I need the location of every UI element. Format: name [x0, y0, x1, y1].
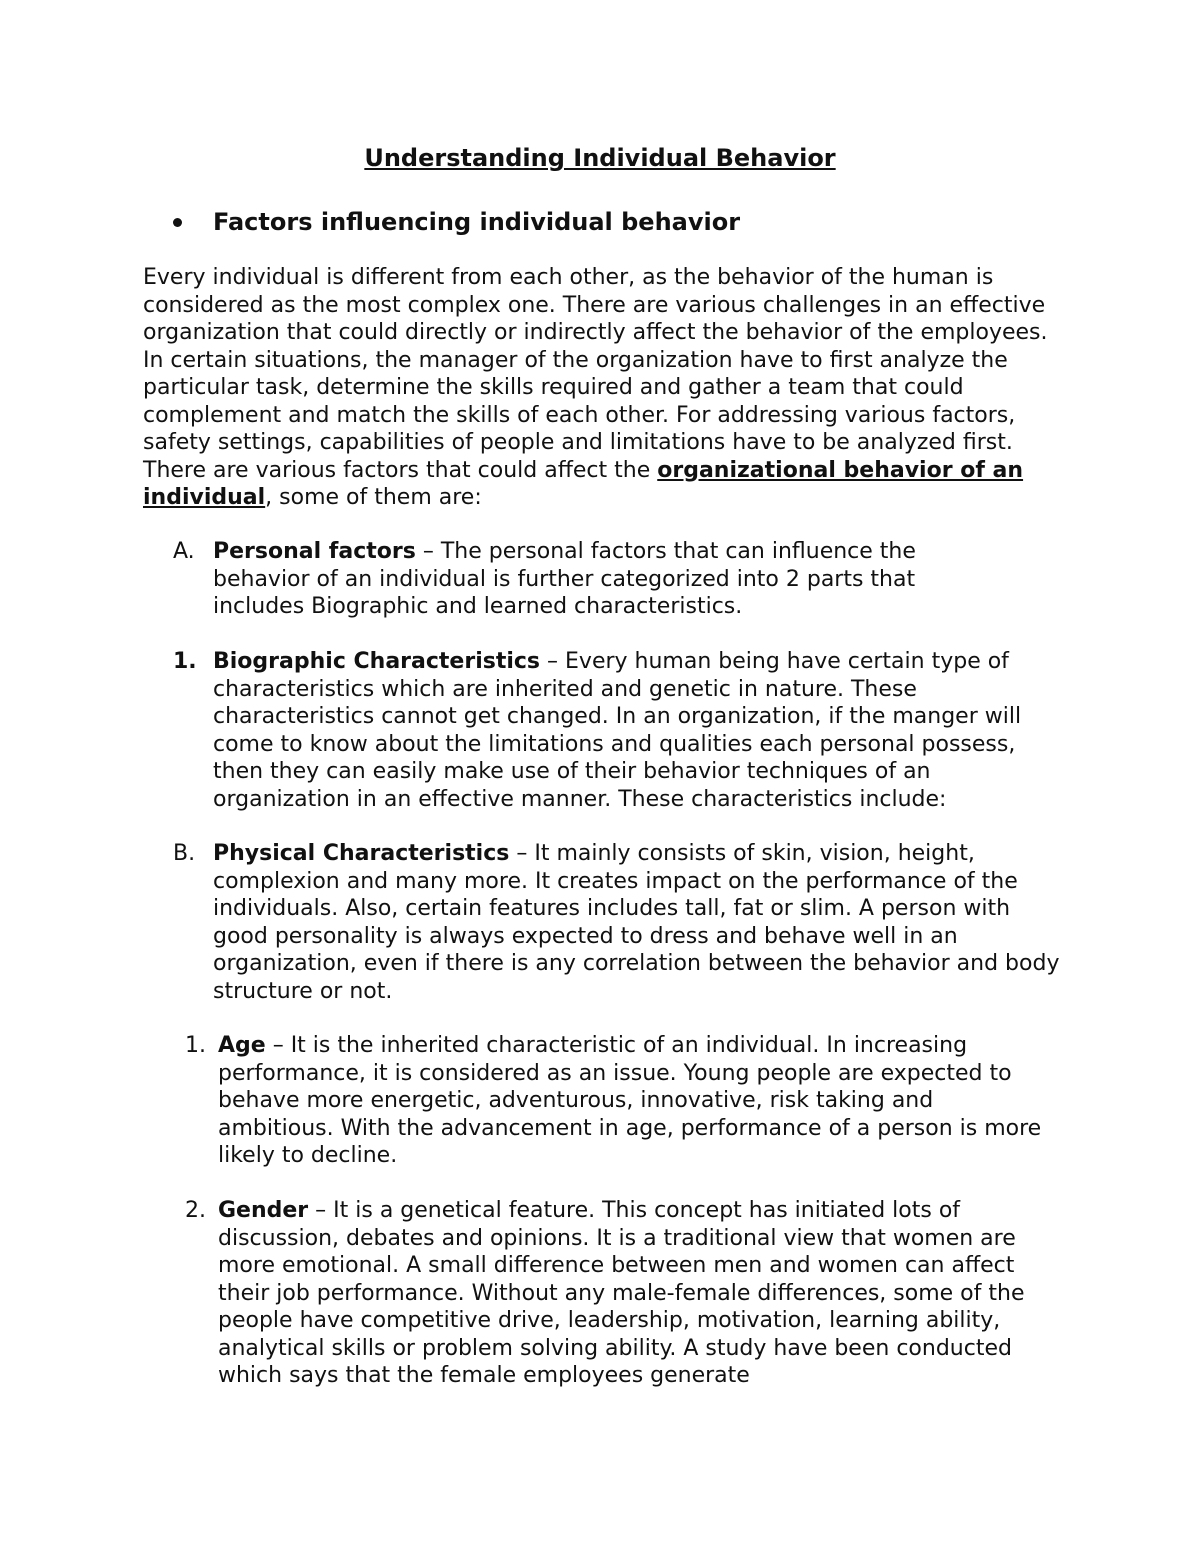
intro-paragraph: [143, 264, 1063, 512]
list-item-text: – The personal factors that can influence the behavior of an individual is further categorized into 2 parts that includes Biographic and learned characteristics.: [213, 539, 916, 619]
list-item-text: – It is the inherited characteristic of an individual. In increasing performance, it is considered as an issue. Young people are expected to behave more energetic, adventurous, innovative, risk taking and ambitious. With the advancement in age, performance of a person is more likely to decline.: [218, 1033, 1042, 1168]
list-item-term: Personal factors: [213, 539, 416, 564]
list-marker: B.: [173, 841, 196, 866]
section-heading-text: Factors influencing individual behavior: [213, 208, 741, 236]
list-item-body: [213, 840, 1063, 1005]
intro-text: Every individual is different from each other, as the behavior of the human is considered as the most complex one. There are various challenges in an effective organization that could directly or indirectly affect the behavior of the employees. In certain situations, the manager of the organization have to first analyze the particular task, determine the skills required and gather a team that could complement and match the skills of each other. For addressing various factors, safety settings, capabilities of people and limitations have to be analyzed first. There are various factors that could affect the: [143, 265, 1048, 483]
list-item-body: [218, 1197, 1058, 1390]
intro-text-end: , some of them are:: [265, 485, 482, 510]
list-item-term: Biographic Characteristics: [213, 649, 541, 674]
list-item-text: – It mainly consists of skin, vision, height, complexion and many more. It creates impact on the performance of the individuals. Also, certain features includes tall, fat or slim. A person with good personality is always expected to dress and behave well in an organization, even if there is any correlation between the behavior and body structure or not.: [213, 841, 1060, 1004]
list-item-term: Gender: [218, 1198, 309, 1223]
list-item-term: Physical Characteristics: [213, 841, 510, 866]
list-item-body: [213, 648, 1063, 813]
list-item-body: [213, 538, 983, 621]
bullet-icon: [173, 218, 182, 227]
list-marker: 1.: [185, 1033, 206, 1058]
list-item-text: – It is a genetical feature. This concept has initiated lots of discussion, debates and opinions. It is a traditional view that women are more emotional. A small difference between men and women can affect their job performance. Without any male-female differences, some of the people have competitive drive, leadership, motivation, learning ability, analytical skills or problem solving ability. A study have been conducted which says that the female employees generate: [218, 1198, 1025, 1388]
list-marker: 2.: [185, 1198, 206, 1223]
list-marker: 1.: [173, 649, 197, 674]
list-marker: A.: [173, 539, 195, 564]
intro-emphasis: organizational behavior of an individual: [143, 457, 1024, 510]
document-title: Understanding Individual Behavior: [364, 144, 836, 172]
list-item-body: [218, 1032, 1043, 1170]
list-item-text: – Every human being have certain type of characteristics which are inherited and genetic in nature. These characteristics cannot get changed. In an organization, if the manger will come to know about the limitations and qualities each personal possess, then they can easily make use of their behavior techniques of an organization in an effective manner. These characteristics include:: [213, 649, 1022, 812]
list-item-term: Age: [218, 1033, 266, 1058]
